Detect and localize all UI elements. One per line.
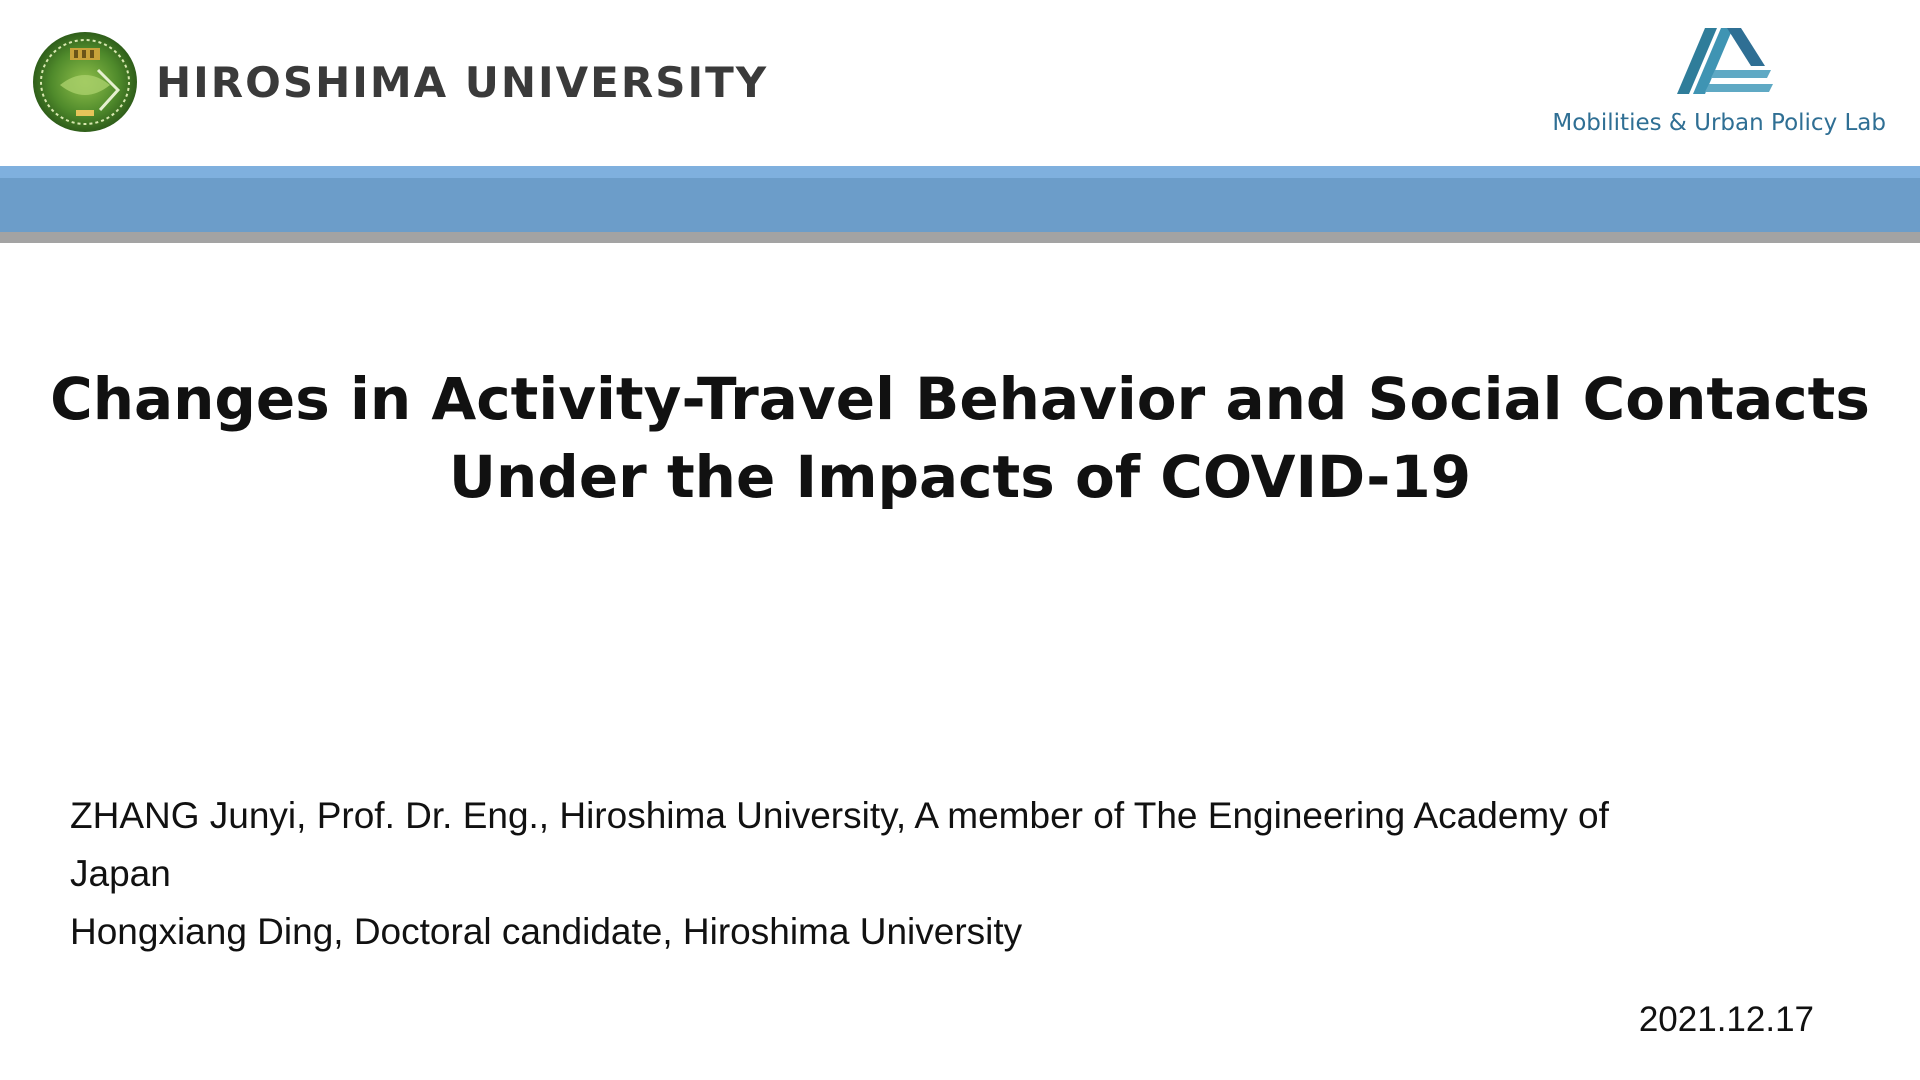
presentation-date: 2021.12.17 <box>1638 1000 1814 1039</box>
university-seal-icon <box>30 30 140 134</box>
title-line-1: Changes in Activity-Travel Behavior and Social Contacts <box>50 365 1870 433</box>
slide-title <box>0 360 1920 516</box>
header-band-shadow <box>0 232 1920 243</box>
title-line-2: Under the Impacts of COVID-19 <box>448 443 1472 511</box>
header-band <box>0 178 1920 232</box>
author-line-2: Japan <box>70 853 171 894</box>
author-line-1: ZHANG Junyi, Prof. Dr. Eng., Hiroshima University, A member of The Engineering Academy of <box>70 795 1609 836</box>
university-name: HIROSHIMA UNIVERSITY <box>156 58 769 107</box>
author-line-3: Hongxiang Ding, Doctoral candidate, Hiroshima University <box>70 911 1023 952</box>
lab-triangle-logo-icon <box>1675 26 1775 96</box>
lab-name: Mobilities & Urban Policy Lab <box>1552 110 1886 136</box>
author-block <box>70 787 1790 961</box>
header-band-highlight <box>0 166 1920 178</box>
